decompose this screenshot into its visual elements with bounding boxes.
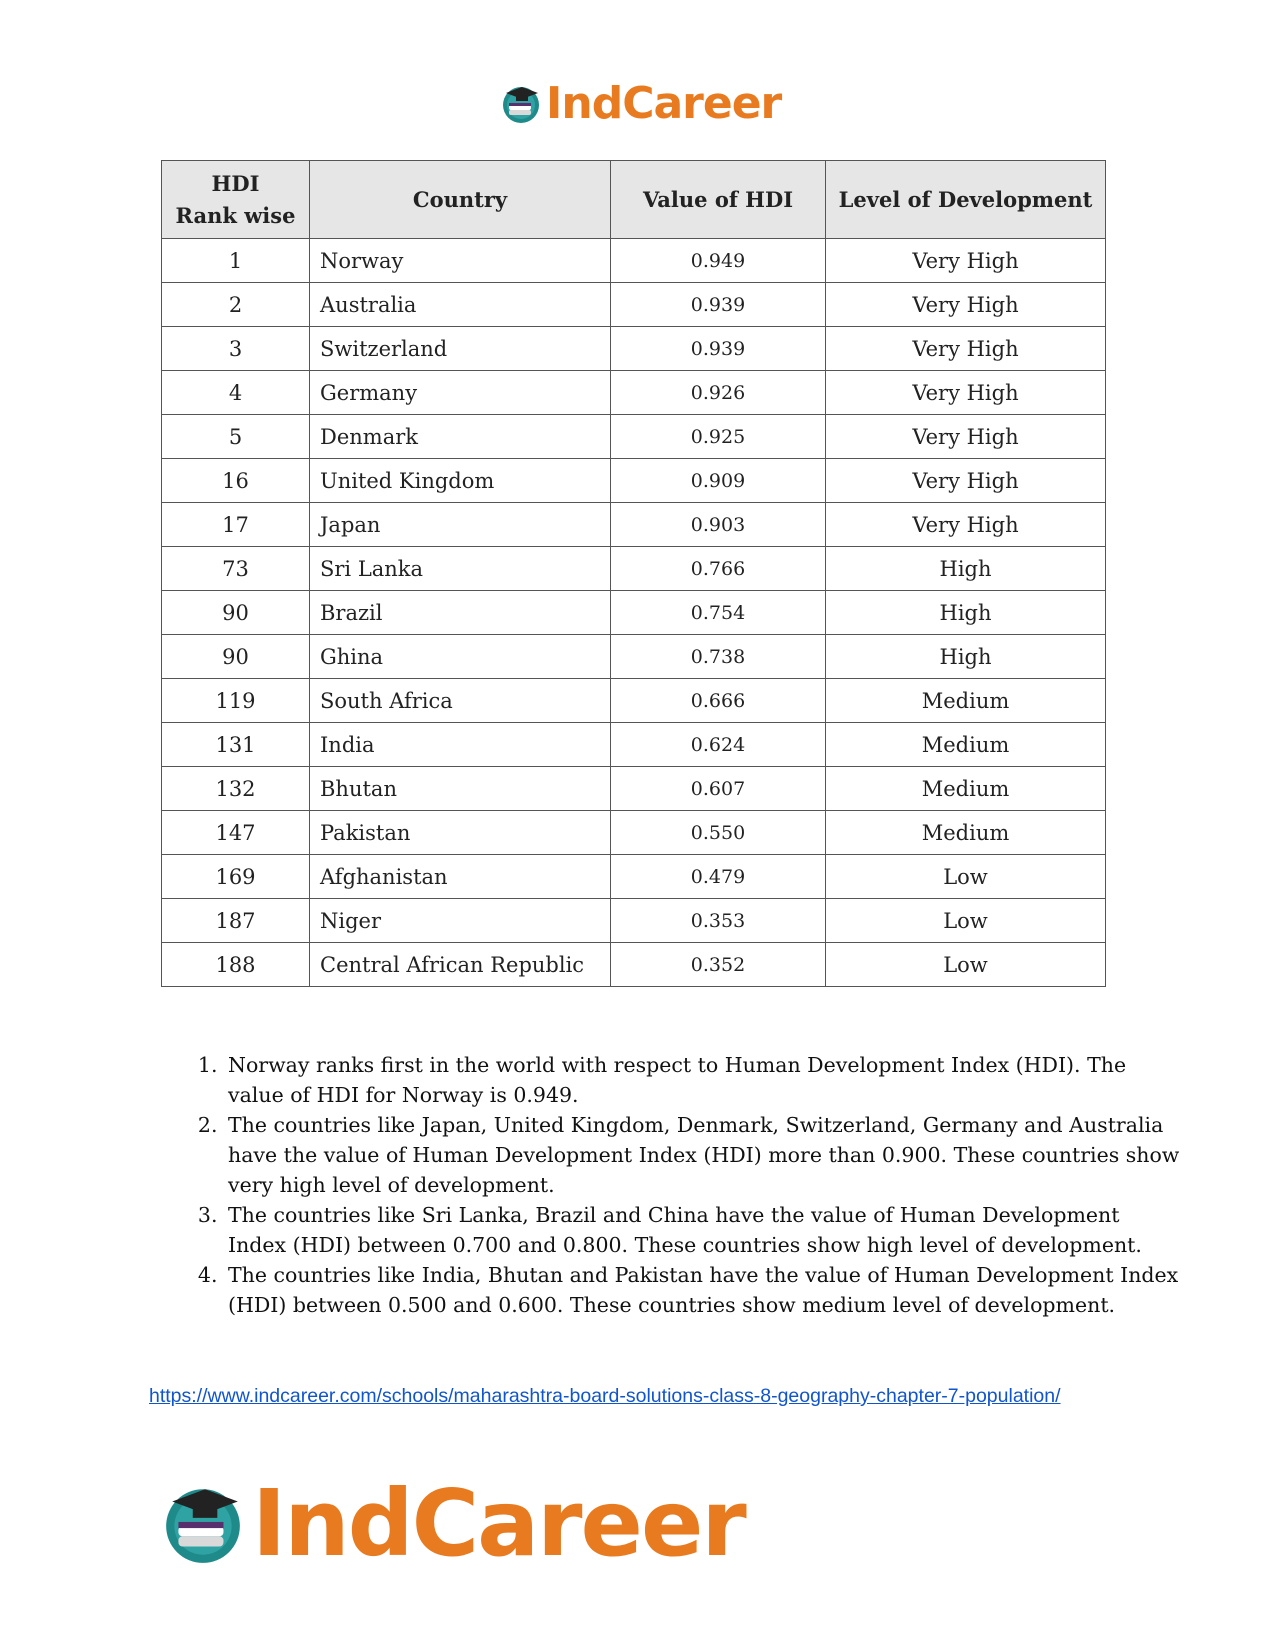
rank-cell: 5 (162, 415, 310, 459)
country-cell: South Africa (310, 679, 611, 723)
country-cell: Japan (310, 503, 611, 547)
country-cell: Norway (310, 239, 611, 283)
header-country: Country (310, 161, 611, 239)
list-item: 2. The countries like Japan, United Kingdom, Denmark, Switzerland, Germany and Australia have the value of Human Development Index (HDI) more than 0.900. These countries show very high level of development. (224, 1110, 1184, 1200)
hdi-value-cell: 0.738 (611, 635, 826, 679)
level-cell: Very High (826, 239, 1106, 283)
level-cell: Very High (826, 415, 1106, 459)
rank-cell: 132 (162, 767, 310, 811)
country-cell: Bhutan (310, 767, 611, 811)
footer-logo (160, 1470, 745, 1577)
table-row (162, 239, 1106, 283)
level-cell: High (826, 635, 1106, 679)
list-item: 4. The countries like India, Bhutan and Pakistan have the value of Human Development Index (HDI) between 0.500 and 0.600. These countries show medium level of development. (224, 1260, 1184, 1320)
rank-cell: 188 (162, 943, 310, 987)
table-row (162, 459, 1106, 503)
hdi-value-cell: 0.925 (611, 415, 826, 459)
rank-cell: 187 (162, 899, 310, 943)
hdi-table (161, 160, 1106, 987)
level-cell: Very High (826, 371, 1106, 415)
hdi-value-cell: 0.754 (611, 591, 826, 635)
rank-cell: 73 (162, 547, 310, 591)
explanation-list (178, 1050, 1184, 1320)
country-cell: Central African Republic (310, 943, 611, 987)
header-value: Value of HDI (611, 161, 826, 239)
table-row (162, 679, 1106, 723)
table-row (162, 723, 1106, 767)
table-row (162, 547, 1106, 591)
rank-cell: 131 (162, 723, 310, 767)
country-cell: Afghanistan (310, 855, 611, 899)
hdi-value-cell: 0.766 (611, 547, 826, 591)
level-cell: Low (826, 943, 1106, 987)
rank-cell: 119 (162, 679, 310, 723)
hdi-value-cell: 0.479 (611, 855, 826, 899)
country-cell: Brazil (310, 591, 611, 635)
rank-cell: 147 (162, 811, 310, 855)
country-cell: Niger (310, 899, 611, 943)
level-cell: Medium (826, 723, 1106, 767)
table-row (162, 283, 1106, 327)
rank-cell: 4 (162, 371, 310, 415)
country-cell: Switzerland (310, 327, 611, 371)
level-cell: Low (826, 855, 1106, 899)
table-row (162, 767, 1106, 811)
hdi-value-cell: 0.607 (611, 767, 826, 811)
country-cell: United Kingdom (310, 459, 611, 503)
level-cell: Very High (826, 503, 1106, 547)
table-row (162, 371, 1106, 415)
list-item: 3. The countries like Sri Lanka, Brazil and China have the value of Human Development Index (HDI) between 0.700 and 0.800. These countries show high level of development. (224, 1200, 1184, 1260)
table-row (162, 899, 1106, 943)
rank-cell: 169 (162, 855, 310, 899)
graduate-book-icon (160, 1481, 246, 1567)
country-cell: Pakistan (310, 811, 611, 855)
hdi-value-cell: 0.939 (611, 327, 826, 371)
country-cell: Denmark (310, 415, 611, 459)
list-item: 1. Norway ranks first in the world with respect to Human Development Index (HDI). The value of HDI for Norway is 0.949. (224, 1050, 1184, 1110)
rank-cell: 3 (162, 327, 310, 371)
rank-cell: 90 (162, 635, 310, 679)
country-cell: India (310, 723, 611, 767)
table-row (162, 327, 1106, 371)
rank-cell: 16 (162, 459, 310, 503)
header-level: Level of Development (826, 161, 1106, 239)
level-cell: Very High (826, 459, 1106, 503)
header-rank: HDI Rank wise (162, 161, 310, 239)
rank-cell: 17 (162, 503, 310, 547)
level-cell: High (826, 547, 1106, 591)
level-cell: High (826, 591, 1106, 635)
hdi-value-cell: 0.550 (611, 811, 826, 855)
table-row (162, 415, 1106, 459)
table-row (162, 635, 1106, 679)
hdi-value-cell: 0.949 (611, 239, 826, 283)
hdi-value-cell: 0.909 (611, 459, 826, 503)
hdi-value-cell: 0.353 (611, 899, 826, 943)
logo-wordmark: IndCareer (546, 78, 782, 129)
level-cell: Medium (826, 767, 1106, 811)
table-row (162, 591, 1106, 635)
hdi-value-cell: 0.666 (611, 679, 826, 723)
country-cell: Ghina (310, 635, 611, 679)
level-cell: Medium (826, 679, 1106, 723)
source-link[interactable]: https://www.indcareer.com/schools/maharashtra-board-solutions-class-8-geography-chapter-7-population/ (149, 1385, 1061, 1407)
rank-cell: 90 (162, 591, 310, 635)
header-logo (500, 78, 781, 129)
level-cell: Very High (826, 327, 1106, 371)
country-cell: Germany (310, 371, 611, 415)
hdi-value-cell: 0.624 (611, 723, 826, 767)
table-body (162, 239, 1106, 987)
hdi-value-cell: 0.352 (611, 943, 826, 987)
logo-wordmark: IndCareer (252, 1470, 745, 1577)
hdi-value-cell: 0.903 (611, 503, 826, 547)
hdi-value-cell: 0.939 (611, 283, 826, 327)
table-row (162, 943, 1106, 987)
level-cell: Medium (826, 811, 1106, 855)
rank-cell: 1 (162, 239, 310, 283)
hdi-value-cell: 0.926 (611, 371, 826, 415)
level-cell: Low (826, 899, 1106, 943)
table-header-row (162, 161, 1106, 239)
country-cell: Sri Lanka (310, 547, 611, 591)
country-cell: Australia (310, 283, 611, 327)
table-row (162, 503, 1106, 547)
level-cell: Very High (826, 283, 1106, 327)
rank-cell: 2 (162, 283, 310, 327)
table-row (162, 811, 1106, 855)
table-row (162, 855, 1106, 899)
graduate-book-icon (500, 83, 542, 125)
